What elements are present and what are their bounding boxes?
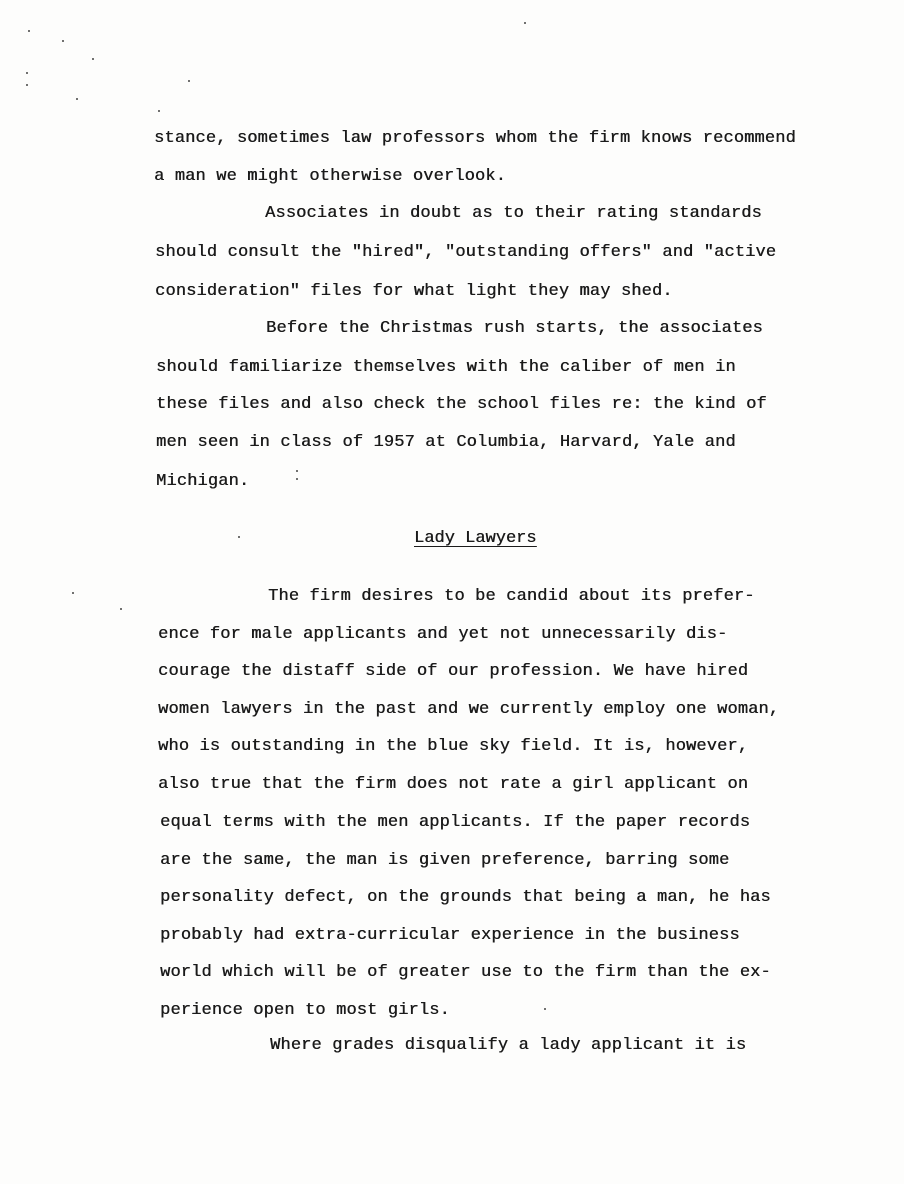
scan-speck: [120, 608, 122, 610]
scan-speck: [188, 80, 190, 82]
body-text-line: are the same, the man is given preference, barring some: [160, 851, 730, 870]
body-text-line: ence for male applicants and yet not unnecessarily dis-: [158, 625, 728, 644]
scan-speck: [92, 58, 94, 60]
body-text-line: these files and also check the school files re: the kind of: [156, 395, 767, 414]
body-text-line: stance, sometimes law professors whom the firm knows recommend: [154, 129, 796, 148]
section-heading: Lady Lawyers: [414, 529, 537, 548]
body-text-line: Before the Christmas rush starts, the associates: [266, 319, 763, 338]
scan-speck: [238, 536, 240, 538]
body-text-line: personality defect, on the grounds that being a man, he has: [160, 888, 771, 907]
scan-speck: [158, 110, 160, 112]
body-text-line: probably had extra-curricular experience in the business: [160, 926, 740, 945]
scan-speck: [26, 72, 28, 74]
scan-speck: [544, 1008, 546, 1010]
body-text-line: perience open to most girls.: [160, 1001, 450, 1020]
scan-speck: [28, 30, 30, 32]
body-text-line: courage the distaff side of our profession. We have hired: [158, 662, 749, 681]
scan-speck: [62, 40, 64, 42]
scan-speck: [26, 84, 28, 86]
body-text-line: also true that the firm does not rate a girl applicant on: [158, 775, 749, 794]
body-text-line: should familiarize themselves with the caliber of men in: [156, 358, 736, 377]
body-text-line: men seen in class of 1957 at Columbia, Harvard, Yale and: [156, 433, 736, 452]
body-text-line: should consult the "hired", "outstanding offers" and "active: [155, 243, 777, 262]
body-text-line: women lawyers in the past and we currently employ one woman,: [158, 700, 780, 719]
scan-speck: [524, 22, 526, 24]
body-text-line: The firm desires to be candid about its prefer-: [268, 587, 755, 606]
body-text-line: Michigan.: [156, 472, 250, 491]
body-text-line: world which will be of greater use to the firm than the ex-: [160, 963, 771, 982]
scan-speck: [296, 470, 298, 472]
body-text-line: equal terms with the men applicants. If the paper records: [160, 813, 751, 832]
body-text-line: Associates in doubt as to their rating standards: [265, 204, 762, 223]
body-text-line: who is outstanding in the blue sky field. It is, however,: [158, 737, 749, 756]
body-text-line: a man we might otherwise overlook.: [154, 167, 506, 186]
body-text-line: Where grades disqualify a lady applicant it is: [270, 1036, 747, 1055]
scan-speck: [76, 98, 78, 100]
scan-speck: [72, 592, 74, 594]
body-text-line: consideration" files for what light they may shed.: [155, 282, 673, 301]
scan-speck: [296, 478, 298, 480]
